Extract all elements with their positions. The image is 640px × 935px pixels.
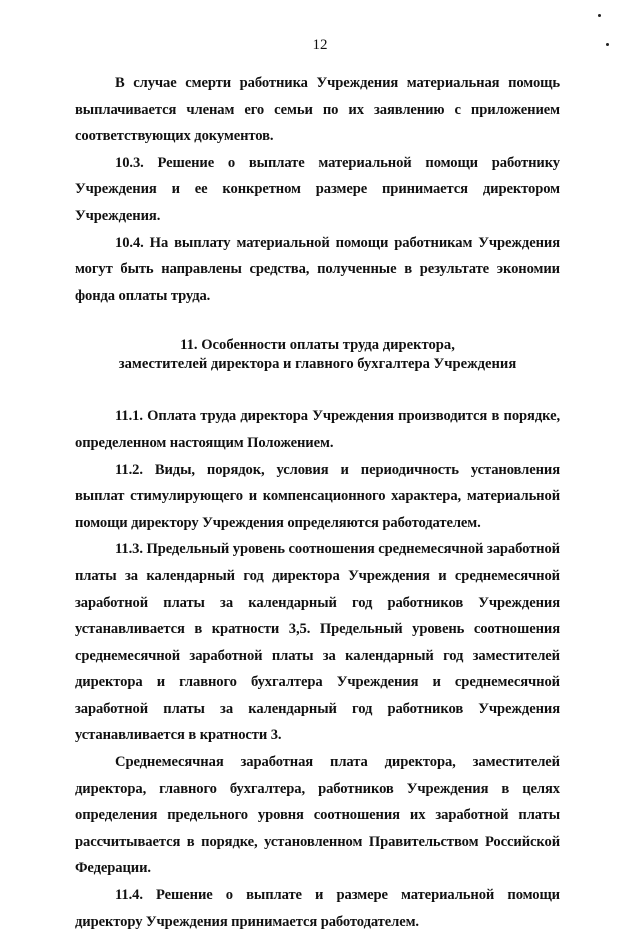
paragraph: В случае смерти работника Учреждения материальная помощь выплачивается членам его семьи по их заявлению с приложением соответствующих документов. xyxy=(75,75,560,145)
section-title-line: 11. Особенности оплаты труда директора, xyxy=(180,337,455,354)
paragraph-11-3: 11.3. Предельный уровень соотношения среднемесячной заработной платы за календарный год директора Учреждения и среднемесячной заработной платы за календарный год работников Учреждения устанавливается в кратности 3,5. Предельный уровень соотношения среднемесячной заработной платы за календарный год заместителей директора и главного бухгалтера Учреждения и среднемесячной заработной платы за календарный год работников Учреждения устанавливается в кратности 3. xyxy=(75,541,560,744)
section-title-11 xyxy=(75,336,560,374)
paragraph-11-2: 11.2. Виды, порядок, условия и периодичность установления выплат стимулирующего и компенсационного характера, материальной помощи директору Учреждения определяются работодателем. xyxy=(75,461,560,531)
paragraph-11-1: 11.1. Оплата труда директора Учреждения производится в порядке, определенном настоящим Положением. xyxy=(75,408,560,451)
paragraph-10-3: 10.3. Решение о выплате материальной помощи работнику Учреждения и ее конкретном размере принимается директором Учреждения. xyxy=(75,154,560,224)
paragraph-11-4: 11.4. Решение о выплате и размере материальной помощи директору Учреждения принимается работодателем. xyxy=(75,887,560,930)
section-title-line: заместителей директора и главного бухгалтера Учреждения xyxy=(118,356,517,373)
paragraph-10-4: 10.4. На выплату материальной помощи работникам Учреждения могут быть направлены средства, полученные в результате экономии фонда оплаты труда. xyxy=(75,234,560,304)
document-body xyxy=(75,70,560,935)
page-number: 12 xyxy=(312,37,328,53)
paragraph: Среднемесячная заработная плата директора, заместителей директора, главного бухгалтера, работников Учреждения в целях определения предельного уровня соотношения их заработной платы рассчитывается в порядке, установленном Правительством Российской Федерации. xyxy=(75,754,560,877)
scan-artifact-dot xyxy=(598,14,601,17)
